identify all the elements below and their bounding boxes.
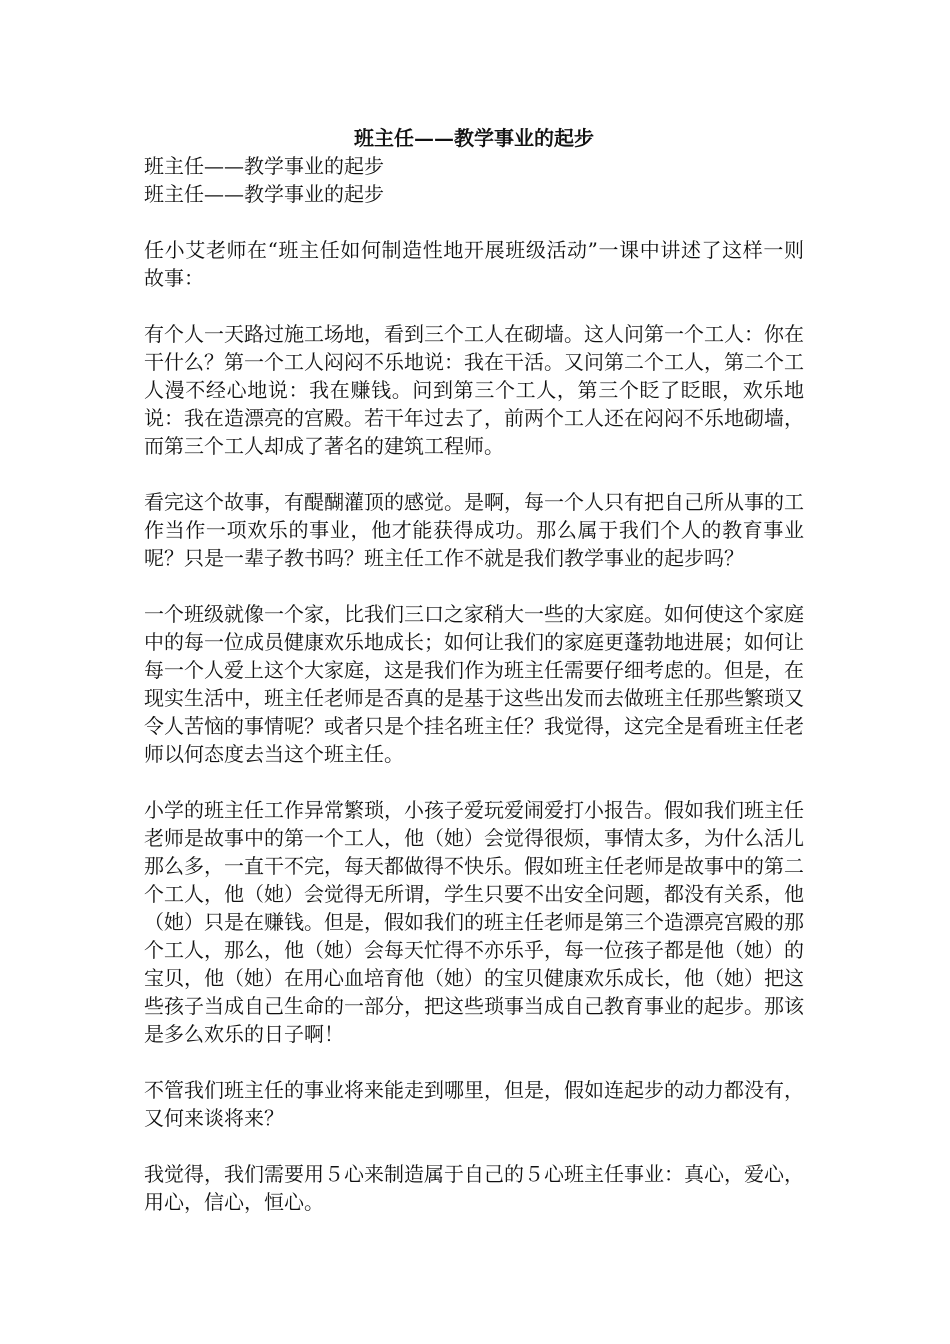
- document-page: [144, 124, 804, 1216]
- paragraph-reflection: 看完这个故事，有醍醐灌顶的感觉。是啊，每一个人只有把自己所从事的工作当作一项欢乐的事业，他才能获得成功。那么属于我们个人的教育事业呢？只是一辈子教书吗？班主任工作不就是我们教学事业的起步吗？: [144, 490, 804, 570]
- paragraph-five-hearts: 我觉得，我们需要用５心来制造属于自己的５心班主任事业：真心，爱心，用心，信心，恒心。: [144, 1162, 804, 1214]
- paragraph-future: 不管我们班主任的事业将来能走到哪里，但是，假如连起步的动力都没有，又何来谈将来？: [144, 1078, 804, 1130]
- subtitle-line-1: 班主任——教学事业的起步: [144, 154, 384, 178]
- subtitle-line-2: 班主任——教学事业的起步: [144, 182, 384, 206]
- paragraph-primary-school: 小学的班主任工作异常繁琐，小孩子爱玩爱闹爱打小报告。假如我们班主任老师是故事中的第一个工人，他（她）会觉得很烦，事情太多，为什么活儿那么多，一直干不完，每天都做得不快乐。假如班主任老师是故事中的第二个工人，他（她）会觉得无所谓，学生只要不出安全问题，都没有关系，他（她）只是在赚钱。但是，假如我们的班主任老师是第三个造漂亮宫殿的那个工人，那么，他（她）会每天忙得不亦乐乎，每一位孩子都是他（她）的宝贝，他（她）在用心血培育他（她）的宝贝健康欢乐成长，他（她）把这些孩子当成自己生命的一部分，把这些琐事当成自己教育事业的起步。那该是多么欢乐的日子啊！: [144, 798, 804, 1046]
- paragraph-class-family: 一个班级就像一个家，比我们三口之家稍大一些的大家庭。如何使这个家庭中的每一位成员健康欢乐地成长；如何让我们的家庭更蓬勃地进展；如何让每一个人爱上这个大家庭，这是我们作为班主任需要仔细考虑的。但是，在现实生活中，班主任老师是否真的是基于这些出发而去做班主任那些繁琐又令人苦恼的事情呢？或者只是个挂名班主任？我觉得，这完全是看班主任老师以何态度去当这个班主任。: [144, 602, 804, 766]
- paragraph-intro: 任小艾老师在“班主任如何制造性地开展班级活动”一课中讲述了这样一则故事：: [144, 238, 804, 290]
- paragraph-story: 有个人一天路过施工场地，看到三个工人在砌墙。这人问第一个工人：你在干什么？第一个工人闷闷不乐地说：我在干活。又问第二个工人，第二个工人漫不经心地说：我在赚钱。问到第三个工人，第三个眨了眨眼，欢乐地说：我在造漂亮的宫殿。若干年过去了，前两个工人还在闷闷不乐地砌墙，而第三个工人却成了著名的建筑工程师。: [144, 322, 804, 458]
- document-title: 班主任——教学事业的起步: [354, 126, 594, 150]
